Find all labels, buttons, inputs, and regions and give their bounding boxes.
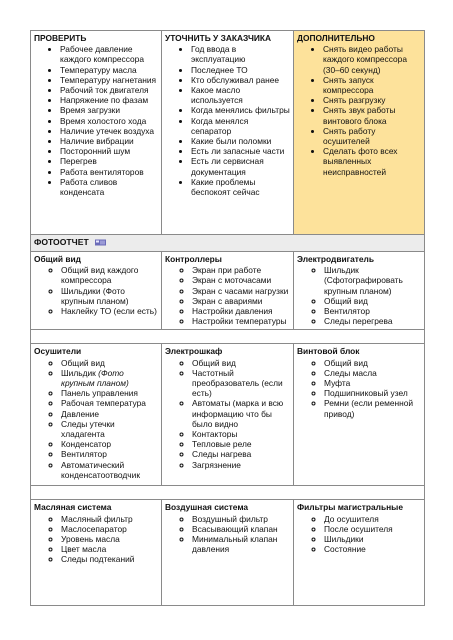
list-item: ◦ Маслосепаратор [61,524,158,534]
ask-customer-title: УТОЧНИТЬ У ЗАКАЗЧИКА [165,33,272,43]
list-item: • Снять видео работы каждого компрессора (30–60 секунд) [323,44,421,75]
list-item: • Рабочий ток двигателя [60,85,158,95]
list-item: • Сделать фото всех выявленных неисправностей [323,146,421,177]
list-item: ◦ Экран с часами нагрузки [192,286,290,296]
list-item: • Снять запуск компрессора [323,75,421,95]
list-item: • Наличие утечек воздуха [60,126,158,136]
list-item: • Перегрев [60,156,158,166]
list-item: ◦ Тепловые реле [192,439,290,449]
photo-motor-cell [294,252,425,330]
list-item: ◦ Настройки температуры [192,316,290,326]
photo-screw-title: Винтовой блок [297,346,360,357]
list-item: ◦ Следы подтеканий [61,554,158,564]
list-item: ◦ Общий вид [61,358,158,368]
list-item: • Какие проблемы беспокоят сейчас [191,177,290,197]
photo-air-title: Воздушная система [165,502,249,513]
list-item: • Время загрузки [60,105,158,115]
photo-controllers-list [165,265,290,326]
list-item: ◦ Наклейку ТО (если есть) [61,306,158,316]
list-item: ◦ Цвет масла [61,544,158,554]
list-item: ◦ После осушителя [324,524,421,534]
list-item: ◦ Состояние [324,544,421,554]
list-item: ◦ Шильдик (Сфотографировать крупным планом) [324,265,421,296]
item-text: Шильдик [61,367,99,378]
photo-screw-cell [294,344,425,486]
list-item: • Напряжение по фазам [60,95,158,105]
check-column [31,31,162,235]
check-list [34,44,158,197]
list-item: ◦ Следы масла [324,368,421,378]
list-item: • Рабочее давление каждого компрессора [60,44,158,64]
photo-general-list [34,265,158,316]
list-item: ◦ Частотный преобразователь (если есть) [192,368,290,399]
list-item: • Год ввода в эксплуатацию [191,44,290,64]
list-item: ◦ Контакторы [192,429,290,439]
photo-dryers-list-rest [34,388,158,480]
list-item: ◦ Шильдики [324,534,421,544]
list-item: ◦ Панель управления [61,388,158,398]
list-item: ◦ Всасывающий клапан [192,524,290,534]
list-item: ◦ Минимальный клапан давления [192,534,290,554]
photo-air-list [165,514,290,555]
list-item: ◦ Следы перегрева [324,316,421,326]
list-item: • Снять работу осушителей [323,126,421,146]
photo-cabinet-list [165,358,290,470]
photo-general-cell [31,252,162,330]
list-item: ◦ Муфта [324,378,421,388]
spacer-row [31,330,425,344]
list-item: • Работа вентиляторов [60,167,158,177]
photo-motor-list [297,265,421,326]
list-item: • Наличие вибрации [60,136,158,146]
list-item: • Снять звук работы винтового блока [323,105,421,125]
list-item: • Время холостого хода [60,116,158,126]
list-item: ◦ Следы утечки хладагента [61,419,158,439]
list-item: ◦ Давление [61,409,158,419]
photo-oil-list [34,514,158,565]
checklist-page [30,30,424,606]
list-item: • Работа сливов конденсата [60,177,158,197]
list-item: ◦ Следы нагрева [192,449,290,459]
photo-cabinet-title: Электрошкаф [165,346,223,357]
camera-icon [95,238,106,245]
list-item: ◦ Общий вид [324,296,421,306]
photo-general-title: Общий вид [34,254,81,264]
photo-report-header [31,235,425,252]
list-item: ◦ Ремни (если ременной привод) [324,398,421,418]
list-item: ◦ Экран с авариями [192,296,290,306]
list-item: • Температуру масла [60,65,158,75]
check-title: ПРОВЕРИТЬ [34,33,87,43]
list-item: ◦ Настройки давления [192,306,290,316]
list-item: • Кто обслуживал ранее [191,75,290,85]
list-item: • Когда менялся сепаратор [191,116,290,136]
list-item: ◦ Загрязнение [192,460,290,470]
list-item: ◦ Экран при работе [192,265,290,275]
additional-list [297,44,421,177]
photo-report-title: ФОТООТЧЕТ [34,237,89,247]
photo-filters-title: Фильтры магистральные [297,502,403,513]
list-item: ◦ Уровень масла [61,534,158,544]
photo-screw-list [297,358,421,419]
photo-filters-list [297,514,421,555]
photo-motor-title: Электродвигатель [297,254,375,264]
list-item: • Посторонний шум [60,146,158,156]
list-item: • Есть ли запасные части [191,146,290,156]
additional-column [294,31,425,235]
list-item: • Есть ли сервисная документация [191,156,290,176]
list-item: • Температуру нагнетания [60,75,158,85]
photo-air-cell [162,500,294,606]
list-item: ◦ Конденсатор [61,439,158,449]
list-item: ◦ Общий вид каждого компрессора [61,265,158,285]
photo-oil-title: Масляная система [34,502,112,513]
list-item: ◦ Общий вид [324,358,421,368]
list-item: ◦ Экран с моточасами [192,275,290,285]
list-item: ◦ До осушителя [324,514,421,524]
photo-oil-cell [31,500,162,606]
list-item: • Снять разгрузку [323,95,421,105]
list-item [61,368,158,388]
list-item: ◦ Вентилятор [61,449,158,459]
spacer-row [31,486,425,500]
photo-controllers-cell [162,252,294,330]
list-item: • Какие были поломки [191,136,290,146]
photo-controllers-title: Контроллеры [165,254,222,264]
photo-dryers-cell [31,344,162,486]
additional-title: ДОПОЛНИТЕЛЬНО [297,33,375,43]
ask-customer-list [165,44,290,197]
list-item: ◦ Масляный фильтр [61,514,158,524]
list-item: ◦ Рабочая температура [61,398,158,408]
top-checklist-table [30,30,425,606]
list-item: ◦ Воздушный фильтр [192,514,290,524]
photo-cabinet-cell [162,344,294,486]
list-item: ◦ Вентилятор [324,306,421,316]
list-item: ◦ Автоматический конденсатоотводчик [61,460,158,480]
list-item: ◦ Подшипниковый узел [324,388,421,398]
list-item: • Какое масло используется [191,85,290,105]
photo-dryers-title: Осушители [34,346,82,357]
list-item: ◦ Шильдики (Фото крупным планом) [61,286,158,306]
list-item: • Последнее ТО [191,65,290,75]
photo-filters-cell [294,500,425,606]
photo-dryers-list [34,358,158,389]
list-item: ◦ Общий вид [192,358,290,368]
list-item: ◦ Автоматы (марка и всю информацию что бы было видно [192,398,290,429]
ask-customer-column [162,31,294,235]
item-italic-text: (Фото крупным планом) [61,367,129,389]
list-item: • Когда менялись фильтры [191,105,290,115]
